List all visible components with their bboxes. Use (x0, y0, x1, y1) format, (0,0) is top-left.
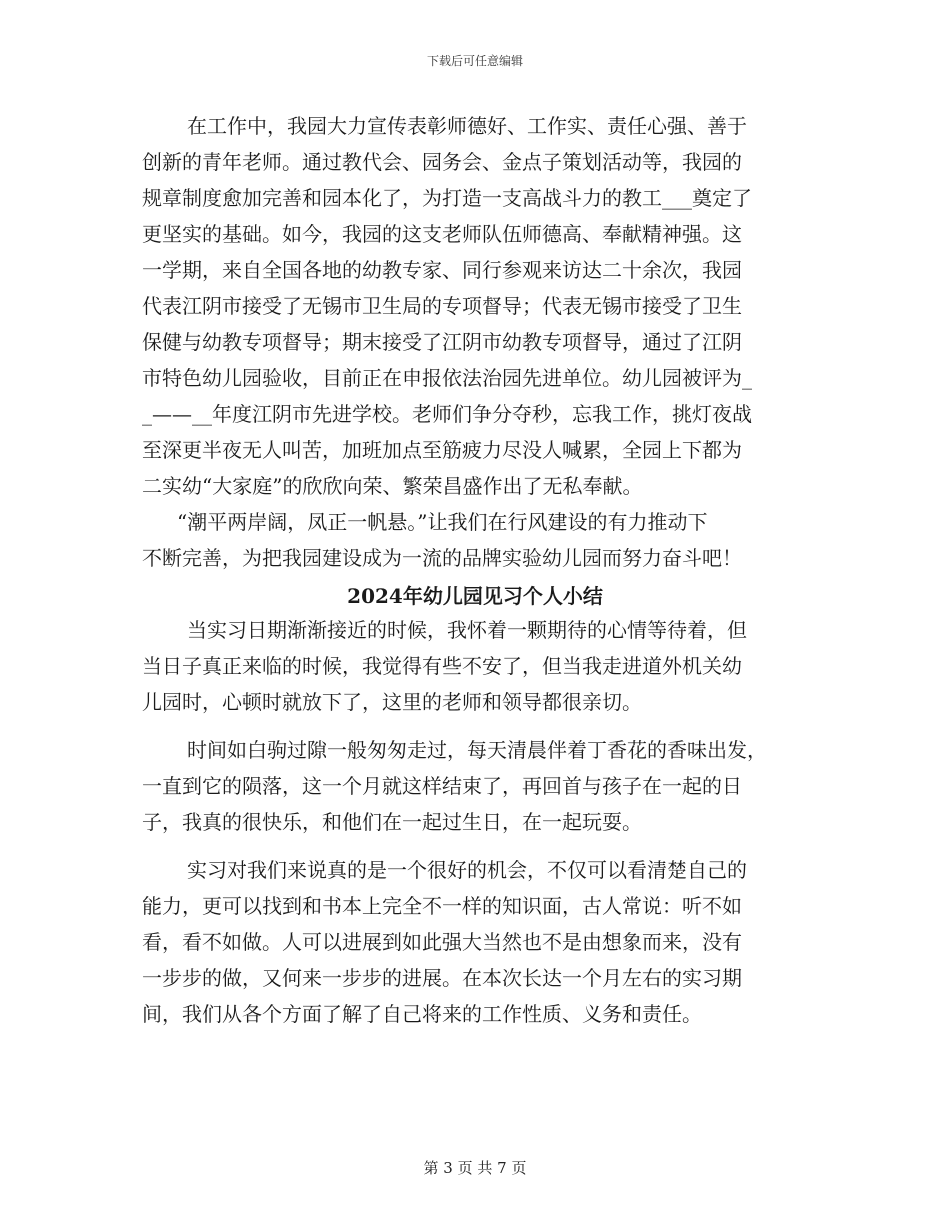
paragraph-line: 市特色幼儿园验收，目前正在申报依法治园先进单位。幼儿园被评为_ (142, 366, 752, 390)
paragraph-line: 一直到它的陨落，这一个月就这样结束了，再回首与孩子在一起的日 (142, 774, 742, 798)
paragraph-line: 在工作中，我园大力宣传表彰师德好、工作实、责任心强、善于 (187, 114, 747, 138)
paragraph-line: 实习对我们来说真的是一个很好的机会，不仅可以看清楚自己的 (187, 858, 747, 882)
paragraph-line: 间，我们从各个方面了解了自己将来的工作性质、义务和责任。 (142, 1002, 702, 1026)
page-footer: 第 3 页 共 7 页 (423, 1159, 527, 1177)
paragraph-line: 代表江阴市接受了无锡市卫生局的专项督导；代表无锡市接受了卫生 (142, 294, 742, 318)
paragraph-line: 当实习日期渐渐接近的时候，我怀着一颗期待的心情等待着，但 (187, 618, 747, 642)
paragraph-line: 不断完善，为把我园建设成为一流的品牌实验幼儿园而努力奋斗吧！ (142, 546, 742, 570)
paragraph-line: 保健与幼教专项督导；期末接受了江阴市幼教专项督导，通过了江阴 (142, 330, 742, 354)
section-title: 2024年幼儿园见习个人小结 (347, 584, 603, 608)
paragraph-line: 子，我真的很快乐，和他们在一起过生日，在一起玩耍。 (142, 810, 642, 834)
paragraph-line: 规章制度愈加完善和园本化了，为打造一支高战斗力的教工___奠定了 (142, 186, 752, 210)
paragraph-line: 二实幼“大家庭”的欣欣向荣、繁荣昌盛作出了无私奉献。 (142, 474, 643, 498)
paragraph-line: 一学期，来自全国各地的幼教专家、同行参观来访达二十余次，我园 (142, 258, 742, 282)
header-note: 下载后可任意编辑 (426, 54, 523, 68)
paragraph-line: 时间如白驹过隙一般匆匆走过，每天清晨伴着丁香花的香味出发， (187, 738, 767, 762)
paragraph-line: 更坚实的基础。如今，我园的这支老师队伍师德高、奉献精神强。这 (142, 222, 742, 246)
paragraph-line: 当日子真正来临的时候，我觉得有些不安了，但当我走进道外机关幼 (142, 654, 742, 678)
paragraph-line: 一步步的做，又何来一步步的进展。在本次长达一个月左右的实习期 (142, 966, 742, 990)
paragraph-line: 创新的青年老师。通过教代会、园务会、金点子策划活动等，我园的 (142, 150, 742, 174)
paragraph-line: 儿园时，心顿时就放下了，这里的老师和领导都很亲切。 (142, 690, 642, 714)
paragraph-line: “潮平两岸阔，凤正一帆悬。”让我们在行风建设的有力推动下 (177, 510, 708, 534)
paragraph-line: 至深更半夜无人叫苦，加班加点至筋疲力尽没人喊累，全园上下都为 (142, 438, 742, 462)
paragraph-line: 能力，更可以找到和书本上完全不一样的知识面，古人常说：听不如 (142, 894, 742, 918)
paragraph-line: 看，看不如做。人可以进展到如此强大当然也不是由想象而来，没有 (142, 930, 742, 954)
paragraph-line: _——__年度江阴市先进学校。老师们争分夺秒，忘我工作，挑灯夜战 (142, 402, 752, 426)
